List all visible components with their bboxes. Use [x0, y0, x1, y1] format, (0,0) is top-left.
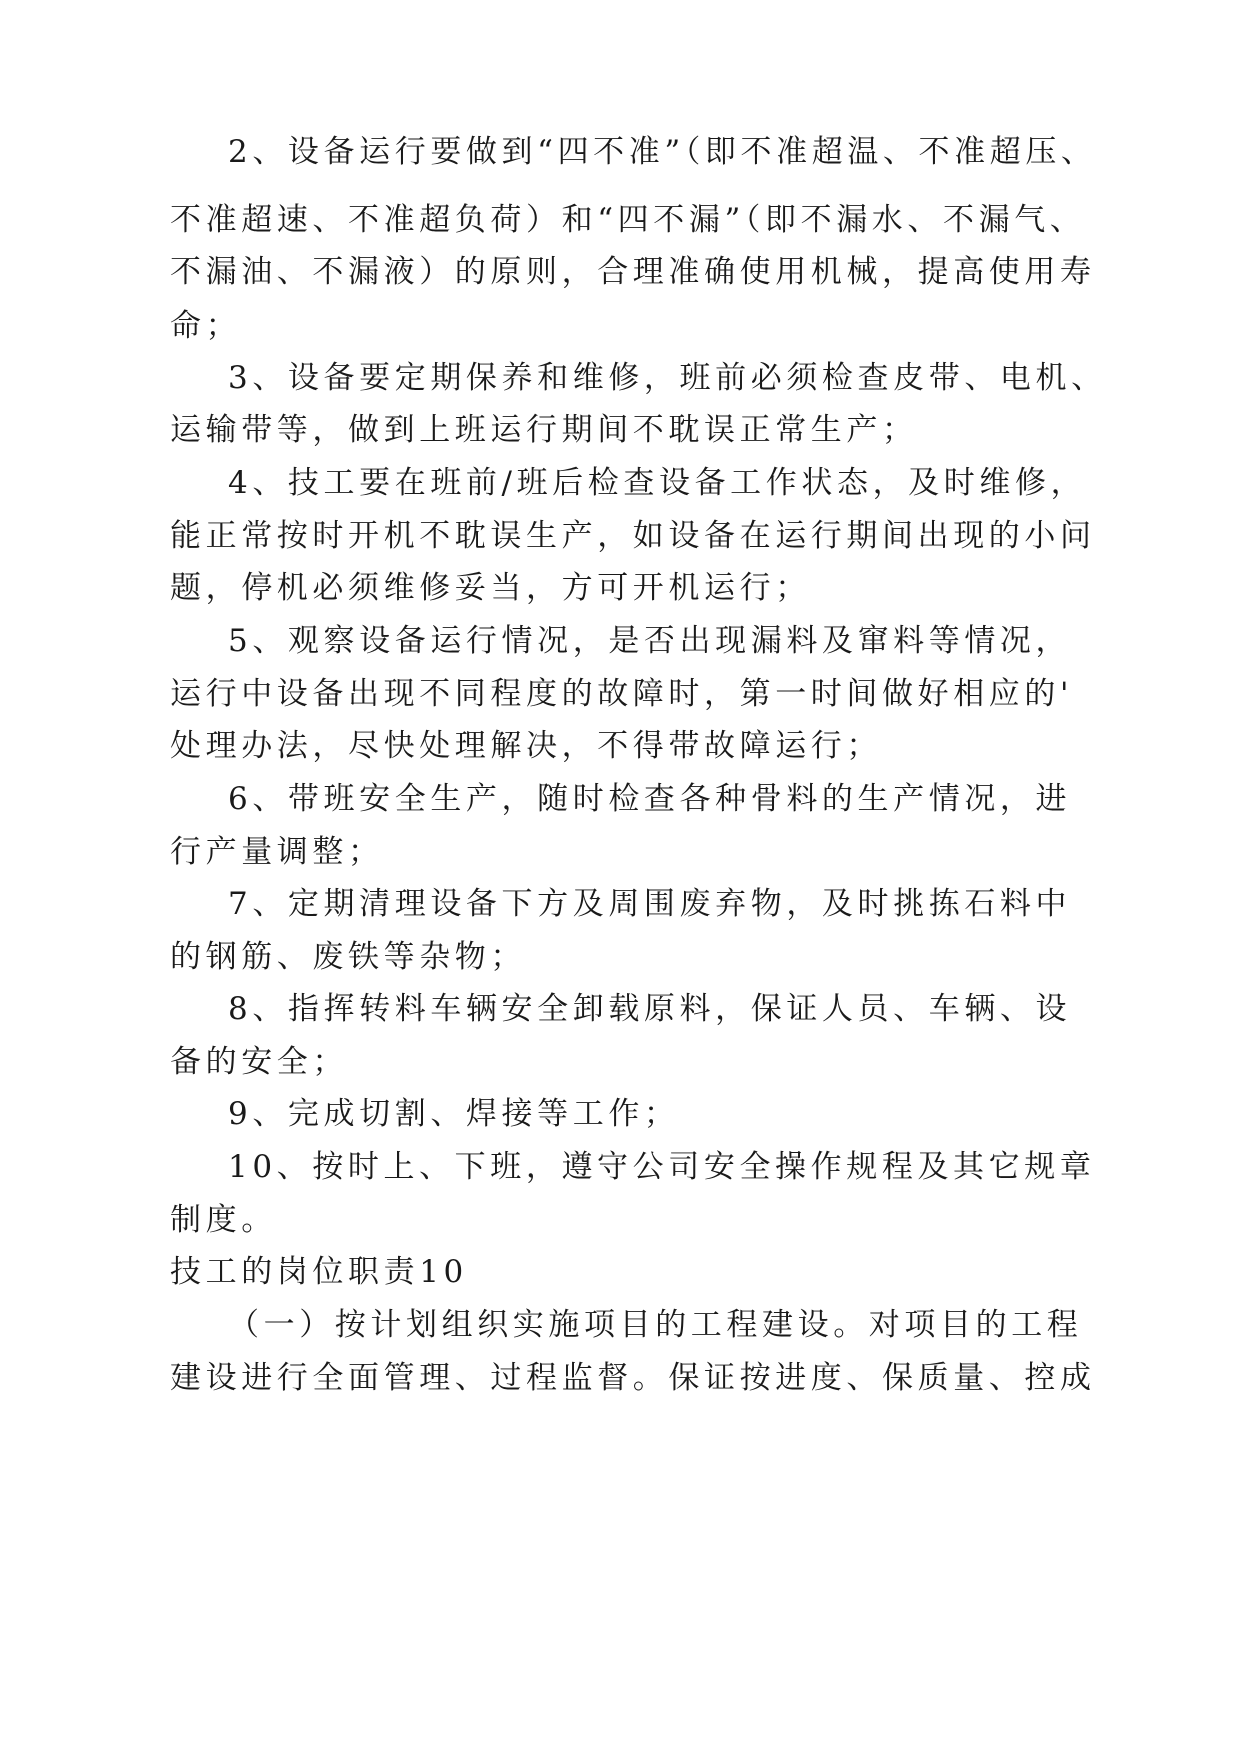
text-line: 题，停机必须维修妥当，方可开机运行； [170, 570, 811, 606]
text-line: 处理办法，尽快处理解决，不得带故障运行； [170, 728, 882, 764]
text-line: 命； [170, 308, 242, 344]
text-line: 备的安全； [170, 1044, 348, 1080]
text-line: 的钢筋、废铁等杂物； [170, 939, 526, 975]
text-line: 10、按时上、下班，遵守公司安全操作规程及其它规章 [228, 1149, 1096, 1185]
text-line: 2、设备运行要做到“四不准”（即不准超温、不准超压、 [228, 134, 1097, 170]
text-line: 运行中设备出现不同程度的故障时，第一时间做好相应的' [170, 676, 1074, 712]
text-line: 9、完成切割、焊接等工作； [228, 1096, 680, 1132]
text-line: 不准超速、不准超负荷）和“四不漏”（即不漏水、不漏气、 [170, 202, 1086, 238]
text-line: 5、观察设备运行情况，是否出现漏料及窜料等情况， [228, 623, 1072, 659]
text-line: 6、带班安全生产，随时检查各种骨料的生产情况，进 [228, 781, 1072, 817]
text-line: 建设进行全面管理、过程监督。保证按进度、保质量、控成 [170, 1360, 1096, 1396]
text-line: 7、定期清理设备下方及周围废弃物，及时挑拣石料中 [228, 886, 1072, 922]
text-line: （一）按计划组织实施项目的工程建设。对项目的工程 [228, 1307, 1083, 1343]
text-line: 不漏油、不漏液）的原则，合理准确使用机械，提高使用寿 [170, 254, 1096, 290]
section-heading: 技工的岗位职责10 [170, 1254, 468, 1290]
text-line: 能正常按时开机不耽误生产，如设备在运行期间出现的小问 [170, 518, 1096, 554]
text-line: 制度。 [170, 1202, 277, 1238]
text-line: 行产量调整； [170, 834, 384, 870]
text-line: 3、设备要定期保养和维修，班前必须检查皮带、电机、 [228, 360, 1107, 396]
text-line: 4、技工要在班前/班后检查设备工作状态，及时维修， [228, 465, 1087, 501]
text-line: 8、指挥转料车辆安全卸载原料，保证人员、车辆、设 [228, 991, 1072, 1027]
text-line: 运输带等，做到上班运行期间不耽误正常生产； [170, 412, 918, 448]
